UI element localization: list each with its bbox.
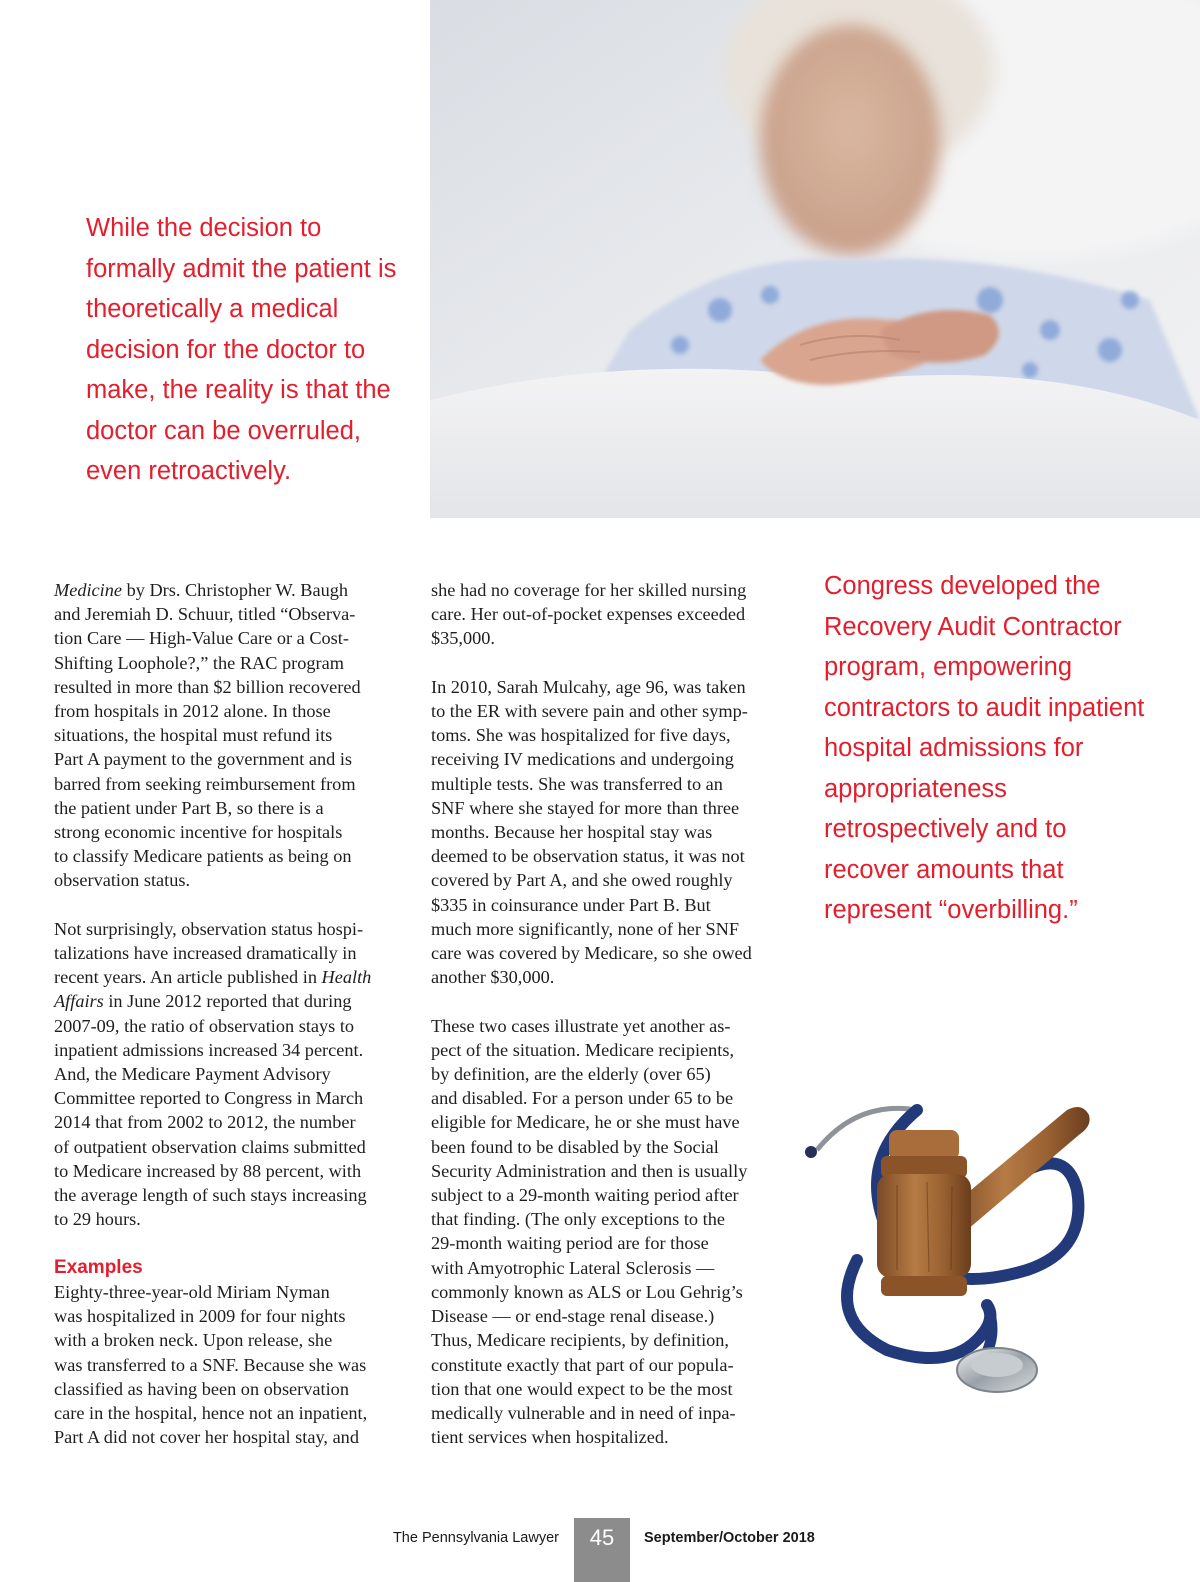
- page-number-tab: 45: [574, 1518, 630, 1582]
- journal-health-italic: Health: [321, 967, 372, 988]
- section-heading-examples: Examples: [54, 1257, 143, 1278]
- column-2-body: [431, 578, 776, 1449]
- gavel-icon: [797, 1090, 1097, 1410]
- column-2-para-1: she had no coverage for her skilled nursing care. Her out-of-pocket expenses exceeded $35,000.: [431, 580, 747, 649]
- column-1-body: [54, 578, 399, 1231]
- column-2-para-2: In 2010, Sarah Mulcahy, age 96, was taken to the ER with severe pain and other symp- toms. She was hospitalized for five days, receiving IV medications and undergoing multiple tests. She was transferred to an SNF where she stayed for more than three months. Because her hospital stay was deemed to be observation status, it was not covered by Part A, and she owed roughly $335 in coinsurance under Part B. But much more significantly, none of her SNF care was covered by Medicare, so she owed another $30,000.: [431, 676, 752, 988]
- column-1-para-3: Eighty-three-year-old Miriam Nyman was hospitalized in 2009 for four nights with a broken neck. Upon release, she was transferred to a SNF. Because she was classified as having been on observation care in the hospital, hence not an inpatient, Part A did not cover her hospital stay, and: [54, 1282, 368, 1448]
- column-1-para-2b: in June 2012 reported that during 2007-09, the ratio of observation stays to inpatient admissions increased 34 percent. And, the Medicare Payment Advisory Committee reported to Congress in March 2014 that from 2002 to 2012, the number of outpatient observation claims submitted to Medicare increased by 88 percent, with the average length of such stays increasing to 29 hours.: [54, 991, 367, 1230]
- journal-name-italic: Medicine: [54, 580, 123, 600]
- column-1-para-2a: Not surprisingly, observation status hospi- talizations have increased dramatically in recent years. An article published in: [54, 918, 364, 988]
- journal-affairs-italic: Affairs: [54, 991, 104, 1012]
- column-1-para-1: by Drs. Christopher W. Baugh and Jeremiah D. Schuur, titled “Observa- tion Care — High-Value Care or a Cost- Shifting Loophole?,” the RAC program resulted in more than $2 billion recovered from hospitals in 2012 alone. In those situations, the hospital must refund its Part A payment to the government and is barred from seeking reimbursement from the patient under Part B, so there is a strong economic incentive for hospitals to classify Medicare patients as being on observation status.: [54, 580, 361, 891]
- issue-date: September/October 2018: [644, 1530, 815, 1546]
- publication-name: The Pennsylvania Lawyer: [392, 1530, 559, 1546]
- column-2-para-3: These two cases illustrate yet another as- pect of the situation. Medicare recipients, by definition, are the elderly (over 65) and disabled. For a person under 65 to be eligible for Medicare, he or she must have been found to be disabled by the Social Security Administration and then is usually subject to a 29-month waiting period after that finding. (The only exceptions to the 29-month waiting period are for those with Amyotrophic Lateral Sclerosis — commonly known as ALS or Lou Gehrig’s Disease — or end-stage renal disease.) Thus, Medicare recipients, by definition, constitute exactly that part of our popula- tion that one would expect to be the most medically vulnerable and in need of inpa- tient services when hospitalized.: [431, 1015, 748, 1448]
- pull-quote-top: While the decision to formally admit the patient is theoretically a medical decision for the doctor to make, the reality is that the doctor can be overruled, even retroactively.: [86, 214, 397, 485]
- patient-illustration: [430, 0, 1200, 518]
- hero-photo-patient-in-bed: [430, 0, 1200, 518]
- pull-quote-right: Congress developed the Recovery Audit Contractor program, empowering contractors to audit inpatient hospital admissions for appropriateness retrospectively and to recover amounts that represent “overbilling.”: [824, 572, 1145, 924]
- gavel-stethoscope-illustration: [797, 1090, 1097, 1410]
